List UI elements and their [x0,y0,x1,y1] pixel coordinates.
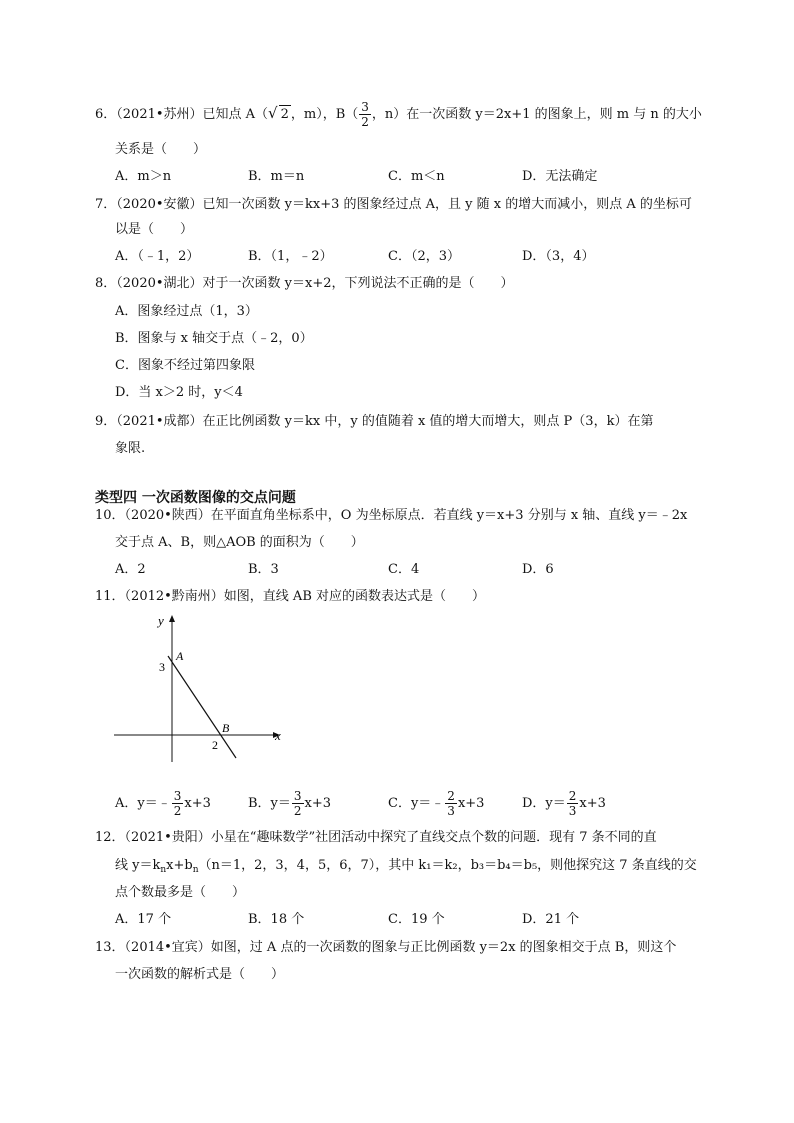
q6-text-b: ，m），B（ [290,107,359,122]
q11-option-a-frac [172,790,184,817]
point-a-label: A [176,649,184,663]
y-axis-label: y [158,613,164,628]
q10-line2: 交于点 A、B，则△AOB 的面积为（ ） [115,535,364,550]
q6-option-b: B．m＝n [248,169,305,184]
q6-frac-den: 2 [361,115,369,129]
q9-line2: 象限. [115,441,146,456]
q12-option-b: B．18 个 [248,912,305,927]
y-axis-arrow [169,615,175,622]
q6-frac-num: 3 [361,100,369,114]
q7-option-a: A．（﹣1，2） [115,249,200,264]
frac-num: 2 [568,789,577,803]
q11-option-c-frac [445,790,457,817]
q12-text-b: x+b [166,858,193,873]
x-axis-label: x [275,728,281,743]
frac-num: 3 [173,789,182,803]
q11-graph [108,612,298,772]
section-heading: 类型四 一次函数图像的交点问题 [95,490,296,506]
q6-text-a: 6．（2021•苏州）已知点 A（ [95,107,269,122]
q7-option-d: D．（3，4） [522,249,595,264]
q7-option-c: C．（2，3） [388,249,460,264]
q6-option-d: D．无法确定 [522,169,598,184]
q11-option-d [522,790,606,817]
q8-option-d: D．当 x＞2 时，y＜4 [115,385,243,400]
frac-num: 2 [447,789,455,803]
q10-option-c: C．4 [388,562,420,577]
q10-option-a: A．2 [115,562,146,577]
q8-line1: 8．（2020•湖北）对于一次函数 y＝x+2，下列说法不正确的是（ ） [95,276,514,291]
q12-text-c: （n＝1，2，3，4，5，6，7），其中 k₁＝k₂，b₃＝b₄＝b₅，则他探究这 7 条直线的交 [198,858,697,873]
q11-option-c-prefix: C．y＝﹣ [388,796,445,811]
q12-text-a: 线 y＝k [115,858,161,873]
q11-option-b-prefix: B．y＝ [248,796,291,811]
q12-line3: 点个数最多是（ ） [115,885,246,900]
q11-option-b-suffix: x+3 [304,796,332,811]
point-b-label: B [222,721,230,735]
q12-line2 [115,857,697,879]
q9-line1: 9．（2021•成都）在正比例函数 y＝kx 中，y 的值随着 x 值的增大而增大，则点 P（3，k）在第 [95,414,654,429]
sqrt-symbol: √ [268,104,278,122]
q10-line1: 10．（2020•陕西）在平面直角坐标系中，O 为坐标原点．若直线 y＝x+3 分别与 x 轴、直线 y＝﹣2x [95,508,688,523]
q11-option-c-suffix: x+3 [457,796,485,811]
q10-option-d: D．6 [522,562,554,577]
q12-sub-kn: n [160,865,167,875]
q11-option-c [388,790,484,817]
q6-option-a: A．m＞n [115,169,172,184]
frac-num: 3 [293,789,302,803]
frac-den: 3 [447,804,455,818]
q11-option-a-prefix: A．y＝﹣ [115,796,171,811]
q12-option-a: A．17 个 [115,912,172,927]
q12-option-c: C．19 个 [388,912,445,927]
q13-line1: 13．（2014•宜宾）如图，过 A 点的一次函数的图象与正比例函数 y＝2x 的图象相交于点 B，则这个 [95,940,677,955]
y-tick-3: 3 [159,660,165,674]
frac-den: 2 [293,804,302,818]
q11-option-a [115,790,211,817]
q12-option-d: D．21 个 [522,912,580,927]
q6-line2: 关系是（ ） [115,142,207,157]
x-tick-2: 2 [212,738,218,752]
q8-option-b: B．图象与 x 轴交于点（﹣2，0） [115,331,313,346]
line-ab [168,656,236,758]
q11-option-d-suffix: x+3 [579,796,606,811]
q6-line1 [95,101,702,128]
q6-sqrt-value: 2 [280,107,289,122]
q7-line1: 7．（2020•安徽）已知一次函数 y＝kx+3 的图象经过点 A，且 y 随 x 的增大而减小，则点 A 的坐标可 [95,197,692,212]
q11-option-b-frac [292,790,304,817]
frac-den: 3 [568,804,577,818]
q11-option-a-suffix: x+3 [184,796,211,811]
q12-sub-bn: n [192,865,199,875]
q7-line2: 以是（ ） [115,222,194,237]
q12-line1: 12．（2021•贵阳）小星在“趣味数学”社团活动中探究了直线交点个数的问题．现有 7 条不同的直 [95,830,657,845]
q10-option-b: B．3 [248,562,279,577]
frac-den: 2 [173,804,182,818]
q6-fraction [359,101,371,128]
q11-option-d-frac [567,790,579,817]
q7-option-b: B．（1，﹣2） [248,249,333,264]
q8-option-c: C．图象不经过第四象限 [115,358,255,373]
q11-line1: 11．（2012•黔南州）如图，直线 AB 对应的函数表达式是（ ） [95,589,486,604]
q6-text-c: ，n）在一次函数 y＝2x+1 的图象上，则 m 与 n 的大小 [371,107,702,122]
q6-option-c: C．m＜n [388,169,445,184]
q11-option-b [248,790,331,817]
q8-option-a: A．图象经过点（1，3） [115,304,258,319]
q11-option-d-prefix: D．y＝ [522,796,566,811]
q13-line2: 一次函数的解析式是（ ） [115,967,285,982]
